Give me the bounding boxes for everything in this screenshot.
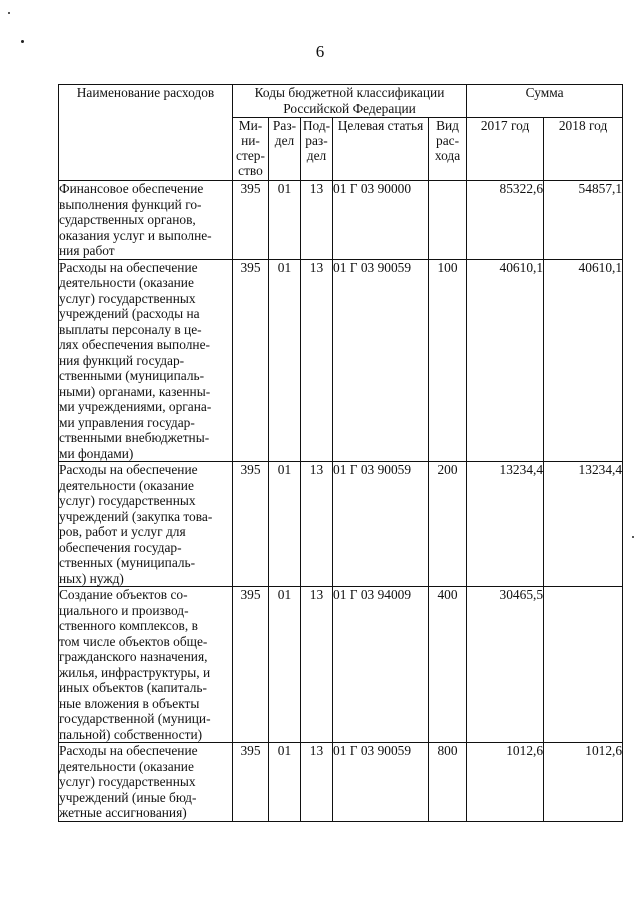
row-section: 01 (269, 259, 301, 462)
row-sum-2017: 30465,5 (467, 587, 544, 743)
header-year-2018: 2018 год (544, 118, 623, 181)
row-name-line: Финансовое обеспечение (59, 181, 204, 196)
row-name-line: ственными (муниципаль- (59, 368, 205, 383)
row-ministry: 395 (233, 743, 269, 822)
row-name-line: ственными внебюджетны- (59, 430, 210, 445)
row-name-line: Создание объектов со- (59, 587, 188, 602)
table-row (59, 587, 623, 743)
row-expense-type: 400 (429, 587, 467, 743)
row-sum-2018 (544, 587, 623, 743)
row-name-line: деятельности (оказание (59, 275, 194, 290)
row-name-line: ственного комплексов, в (59, 618, 198, 633)
row-name-line: ми управления государ- (59, 414, 195, 430)
header-target: Целевая статья (333, 118, 429, 181)
header-name: Наименование расходов (59, 85, 233, 181)
row-sum-2018: 13234,4 (544, 462, 623, 587)
header-subsection: Под- раз- дел (301, 118, 333, 181)
scan-speck (632, 536, 634, 538)
row-name-line: деятельности (оказание (59, 758, 194, 774)
page-number: 6 (315, 42, 325, 61)
row-expense-type: 200 (429, 462, 467, 587)
row-name-line: циального и производ- (59, 602, 189, 618)
row-ministry: 395 (233, 181, 269, 260)
row-name-line: ных) нужд) (59, 570, 124, 586)
row-sum-2017: 1012,6 (467, 743, 544, 822)
row-name-line: услуг) государственных (59, 290, 196, 306)
row-subsection: 13 (301, 181, 333, 260)
row-target: 01 Г 03 90059 (333, 259, 429, 462)
row-expense-type (429, 181, 467, 260)
row-section: 01 (269, 743, 301, 822)
row-name-line: Расходы на обеспечение (59, 462, 198, 477)
row-name-line: ственных (муниципаль- (59, 555, 196, 570)
scan-speck (8, 12, 10, 14)
row-name-line: услуг) государственных (59, 774, 196, 789)
row-sum-2018: 1012,6 (544, 743, 623, 822)
header-section: Раз- дел (269, 118, 301, 181)
row-section: 01 (269, 181, 301, 260)
row-sum-2017: 40610,1 (467, 259, 544, 462)
row-ministry: 395 (233, 259, 269, 462)
row-name (59, 181, 233, 260)
row-target: 01 Г 03 94009 (333, 587, 429, 743)
row-sum-2017: 13234,4 (467, 462, 544, 587)
row-name-line: деятельности (оказание (59, 477, 194, 493)
row-target: 01 Г 03 90000 (333, 181, 429, 260)
table-row (59, 181, 623, 260)
row-name-line: гражданского назначения, (59, 649, 208, 664)
row-name-line: государственной (муници- (59, 711, 211, 726)
row-name-line: ния работ (59, 243, 115, 258)
row-name-line: учреждений (закупка това- (59, 508, 213, 524)
table-row (59, 259, 623, 462)
row-name-line: сударственных органов, (59, 212, 196, 227)
row-name-line: оказания услуг и выполне- (59, 227, 212, 243)
row-sum-2017: 85322,6 (467, 181, 544, 260)
row-name-line: том числе объектов обще- (59, 633, 208, 649)
row-name-line: ные вложения в объекты (59, 695, 200, 711)
row-name-line: выплаты персоналу в це- (59, 321, 202, 337)
header-sum-group: Сумма (467, 85, 623, 118)
row-name-line: пальной) собственности) (59, 726, 203, 742)
header-year-2017: 2017 год (467, 118, 544, 181)
row-name (59, 587, 233, 743)
row-name-line: жилья, инфраструктуры, и (59, 664, 211, 680)
row-target: 01 Г 03 90059 (333, 743, 429, 822)
table-row (59, 743, 623, 822)
row-name (59, 462, 233, 587)
row-name-line: ния функций государ- (59, 352, 185, 368)
row-sum-2018: 54857,1 (544, 181, 623, 260)
row-subsection: 13 (301, 259, 333, 462)
row-expense-type: 100 (429, 259, 467, 462)
header-ministry: Ми- ни- стер- ство (233, 118, 269, 181)
row-name (59, 259, 233, 462)
row-name-line: ными) органами, казенны- (59, 383, 211, 399)
header-codes-group: Коды бюджетной классификации Российской Федерации (233, 85, 467, 118)
row-sum-2018: 40610,1 (544, 259, 623, 462)
row-section: 01 (269, 462, 301, 587)
row-ministry: 395 (233, 462, 269, 587)
row-name-line: ми фондами) (59, 445, 134, 461)
table-body (59, 181, 623, 822)
row-name-line: иных объектов (капиталь- (59, 680, 207, 695)
row-target: 01 Г 03 90059 (333, 462, 429, 587)
row-name-line: услуг) государственных (59, 493, 196, 508)
row-ministry: 395 (233, 587, 269, 743)
table-row (59, 462, 623, 587)
row-name-line: Расходы на обеспечение (59, 743, 198, 758)
row-name-line: обеспечения государ- (59, 539, 182, 555)
row-name-line: выполнения функций го- (59, 196, 202, 212)
row-name-line: учреждений (расходы на (59, 306, 200, 321)
row-name-line: учреждений (иные бюд- (59, 789, 197, 805)
row-name-line: ми учреждениями, органа- (59, 399, 212, 414)
row-subsection: 13 (301, 743, 333, 822)
row-name-line: ров, работ и услуг для (59, 524, 186, 539)
row-name-line: Расходы на обеспечение (59, 259, 198, 275)
row-name-line: жетные ассигнования) (59, 805, 187, 820)
budget-table (58, 84, 623, 822)
row-subsection: 13 (301, 462, 333, 587)
row-section: 01 (269, 587, 301, 743)
header-expense-type: Вид рас- хода (429, 118, 467, 181)
row-name (59, 743, 233, 822)
row-expense-type: 800 (429, 743, 467, 822)
row-name-line: лях обеспечения выполне- (59, 337, 210, 352)
row-subsection: 13 (301, 587, 333, 743)
